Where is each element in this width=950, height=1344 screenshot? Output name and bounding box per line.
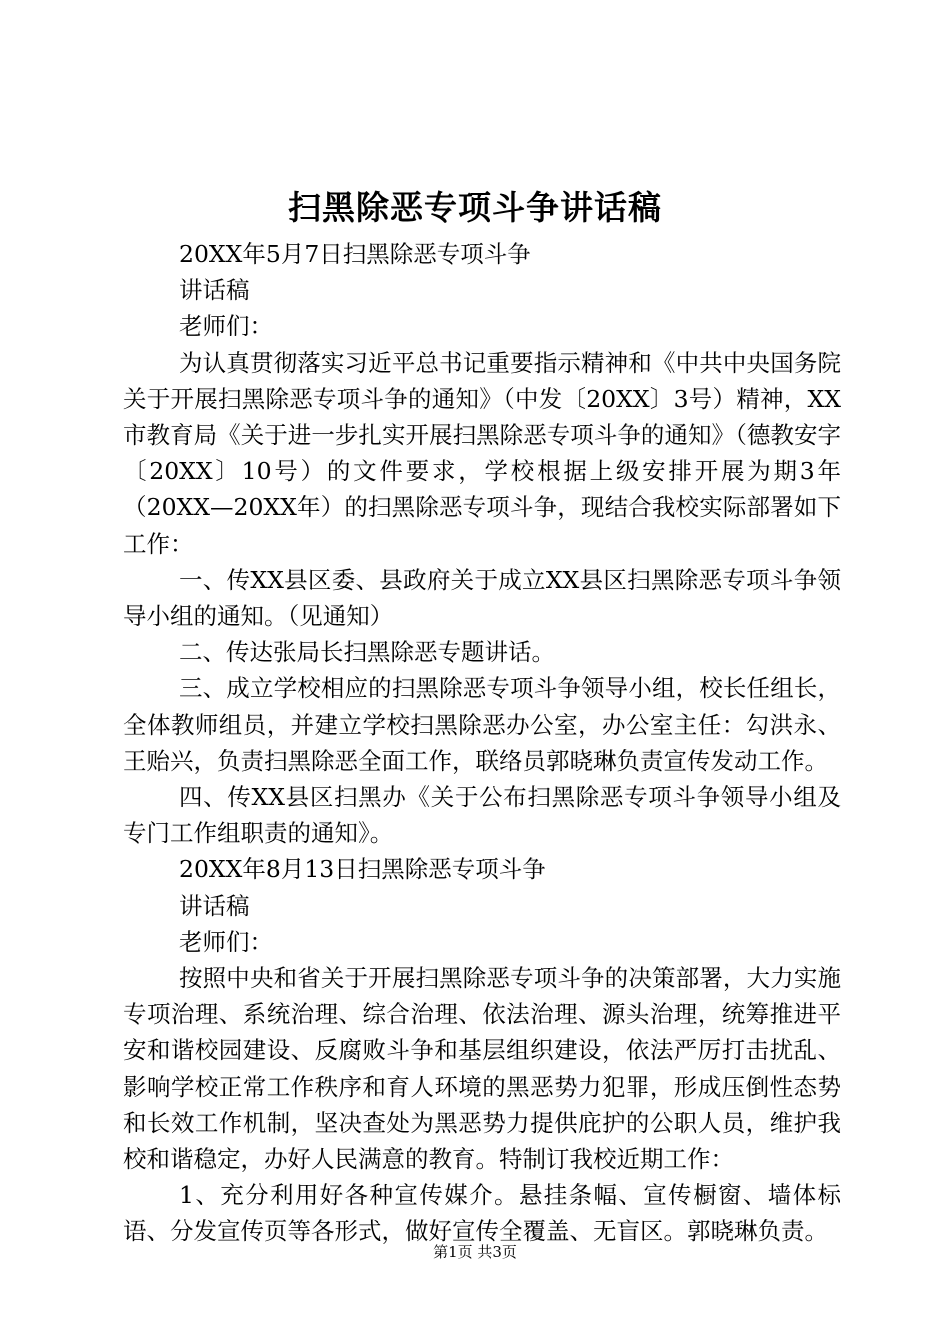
list-item: 1、充分利用好各种宣传媒介。悬挂条幅、宣传橱窗、墙体标语、分发宣传页等各形式，做好宣传全覆盖、无盲区。郭晓琳负责。 [123,1181,841,1246]
intro-paragraph-2: 按照中央和省关于开展扫黑除恶专项斗争的决策部署，大力实施专项治理、系统治理、综合治理、依法治理、源头治理，统筹推进平安和谐校园建设、反腐败斗争和基层组织建设，依法严厉打击扰乱、影响学校正常工作秩序和育人环境的黑恶势力犯罪，形成压倒性态势和长效工作机制，坚决查处为黑恶势力提供庇护的公职人员，维护我校和谐稳定，办好人民满意的教育。特制订我校近期工作： [123,964,841,1174]
date-line-1: 20XX年5月7日扫黑除恶专项斗争 [179,240,531,268]
date-line-2: 20XX年8月13日扫黑除恶专项斗争 [179,855,546,884]
list-item: 四、传XX县区扫黑办《关于公布扫黑除恶专项斗争领导小组及专门工作组职责的通知》。 [123,783,841,848]
salutation-2: 老师们： [179,927,273,956]
list-item: 三、成立学校相应的扫黑除恶专项斗争领导小组，校长任组长，全体教师组员，并建立学校扫黑除恶办公室，办公室主任：勾洪永、王贻兴，负责扫黑除恶全面工作，联络员郭晓琳负责宣传发动工作。 [123,674,841,775]
document-title: 扫黑除恶专项斗争讲话稿 [288,188,662,227]
subtitle-2: 讲话稿 [179,891,250,920]
subtitle-1: 讲话稿 [179,276,250,305]
salutation-1: 老师们： [179,312,273,341]
document-body [123,236,841,1250]
page-footer: 第1页 共3页 [433,1243,517,1261]
list-item: 一、传XX县区委、县政府关于成立XX县区扫黑除恶专项斗争领导小组的通知。（见通知） [123,565,841,631]
intro-paragraph-1: 为认真贯彻落实习近平总书记重要指示精神和《中共中央国务院关于开展扫黑除恶专项斗争的通知》（中发〔20XX〕3号）精神，XX市教育局《关于进一步扎实开展扫黑除恶专项斗争的通知》（德教安字〔20XX〕10号）的文件要求，学校根据上级安排开展为期3年（20XX—20XX年）的扫黑除恶专项斗争，现结合我校实际部署如下工作： [123,348,841,558]
list-item: 二、传达张局长扫黑除恶专题讲话。 [179,638,555,667]
